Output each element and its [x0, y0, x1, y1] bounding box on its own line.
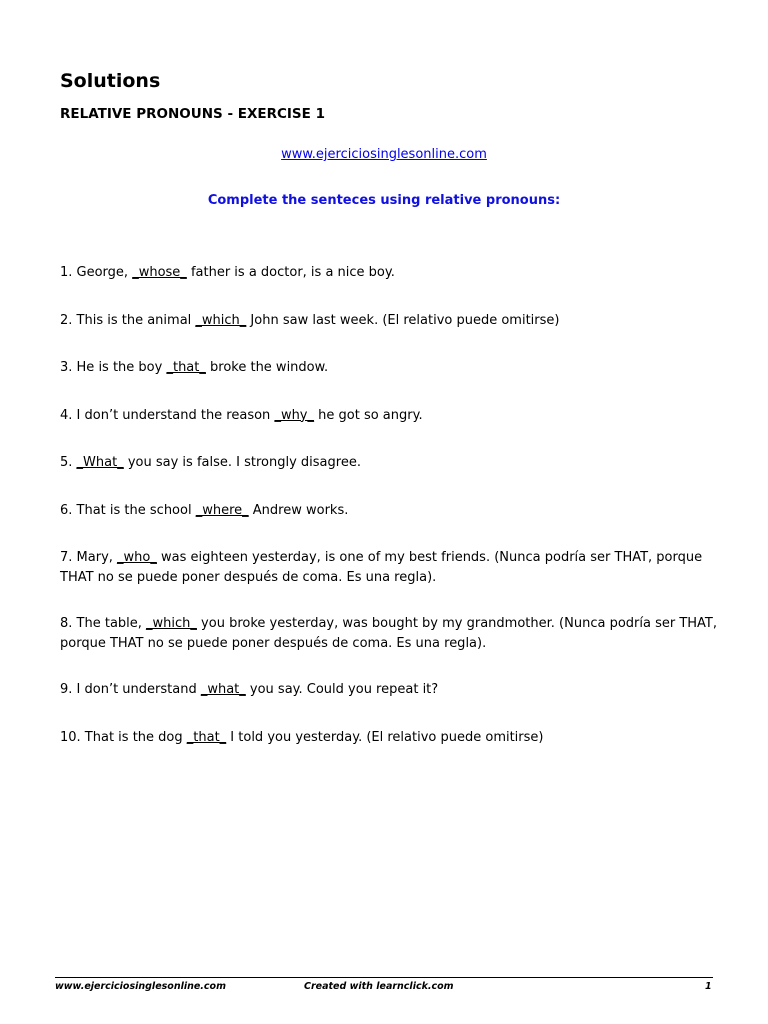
answer-blank: _that_: [166, 360, 206, 375]
item-prefix: 10. That is the dog: [60, 729, 187, 745]
answer-blank: _that_: [186, 729, 227, 745]
item-prefix: 4. I don’t understand the reason: [60, 407, 275, 423]
footer-credit: Created with learnclick.com: [304, 981, 454, 992]
item-prefix: 7. Mary,: [60, 550, 118, 565]
item-suffix: Andrew works.: [248, 502, 349, 518]
exercise-item-9: [60, 680, 720, 700]
item-suffix: you say. Could you repeat it?: [245, 682, 439, 697]
item-suffix: he got so angry.: [314, 407, 423, 423]
answer-blank: _whose_: [132, 265, 187, 280]
answer-blank: _what_: [200, 682, 246, 697]
exercise-item-3: [60, 358, 720, 378]
exercise-subtitle: RELATIVE PRONOUNS - EXERCISE 1: [60, 106, 325, 122]
item-suffix: John saw last week. (El relativo puede omitirse): [246, 312, 560, 328]
answer-blank: _which_: [195, 312, 247, 328]
exercise-item-1: [60, 263, 720, 283]
item-prefix: 9. I don’t understand: [60, 682, 201, 697]
exercise-item-4: [60, 406, 720, 426]
answer-blank: _who_: [117, 550, 157, 565]
footer-website: www.ejerciciosinglesonline.com: [55, 981, 226, 992]
answer-blank: _which_: [146, 616, 197, 631]
item-suffix: father is a doctor, is a nice boy.: [186, 265, 395, 280]
answer-blank: _What_: [76, 455, 124, 470]
exercise-item-10: [60, 728, 720, 748]
exercise-item-6: [60, 501, 720, 521]
exercise-item-2: [60, 311, 720, 331]
item-prefix: 1. George,: [60, 265, 133, 280]
item-prefix: 2. This is the animal: [60, 312, 196, 328]
item-prefix: 6. That is the school: [60, 502, 196, 518]
item-prefix: 3. He is the boy: [60, 360, 167, 375]
answer-blank: _why_: [274, 407, 315, 423]
item-suffix: you broke yesterday, was bought by my grandmother. (Nunca podría ser THAT, porque THAT no se puede poner después de coma. Es una regla).: [60, 616, 717, 651]
item-suffix: I told you yesterday. (El relativo puede omitirse): [226, 729, 544, 745]
footer-divider: [55, 977, 713, 978]
website-link[interactable]: www.ejerciciosinglesonline.com: [281, 147, 487, 162]
answer-blank: _where_: [195, 502, 249, 518]
item-prefix: 5.: [60, 455, 77, 470]
item-suffix: you say is false. I strongly disagree.: [123, 455, 361, 470]
item-suffix: broke the window.: [205, 360, 329, 375]
instructions: Complete the senteces using relative pronouns:: [207, 193, 561, 208]
page-title: Solutions: [60, 70, 161, 92]
item-prefix: 8. The table,: [60, 616, 147, 631]
exercise-item-5: [60, 453, 720, 473]
item-suffix: was eighteen yesterday, is one of my best friends. (Nunca podría ser THAT, porque THAT no se puede poner después de coma. Es una regla).: [60, 550, 703, 585]
exercise-item-7: [60, 548, 720, 587]
exercise-list: [60, 263, 720, 775]
exercise-item-8: [60, 614, 720, 653]
page-number: 1: [705, 981, 712, 992]
